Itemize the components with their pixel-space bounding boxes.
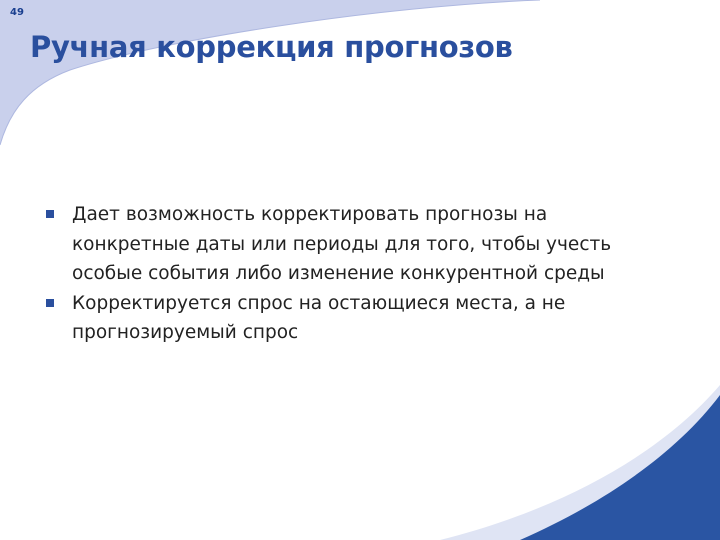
square-bullet-icon xyxy=(46,299,54,307)
bullet-text: Корректируется спрос на остающиеся места, а не прогнозируемый спрос xyxy=(72,292,566,343)
top-left-swoosh xyxy=(0,0,540,145)
bullet-text: Дает возможность корректировать прогнозы на конкретные даты или периоды для того, чтобы учесть особые события либо изменение конкурентной среды xyxy=(72,204,612,284)
slide-number: 49 xyxy=(10,7,24,18)
bullet-item xyxy=(44,200,644,289)
square-bullet-icon xyxy=(46,210,54,218)
bullet-item xyxy=(44,289,644,348)
slide-title: Ручная коррекция прогнозов xyxy=(30,30,513,64)
bullet-list xyxy=(44,200,644,348)
